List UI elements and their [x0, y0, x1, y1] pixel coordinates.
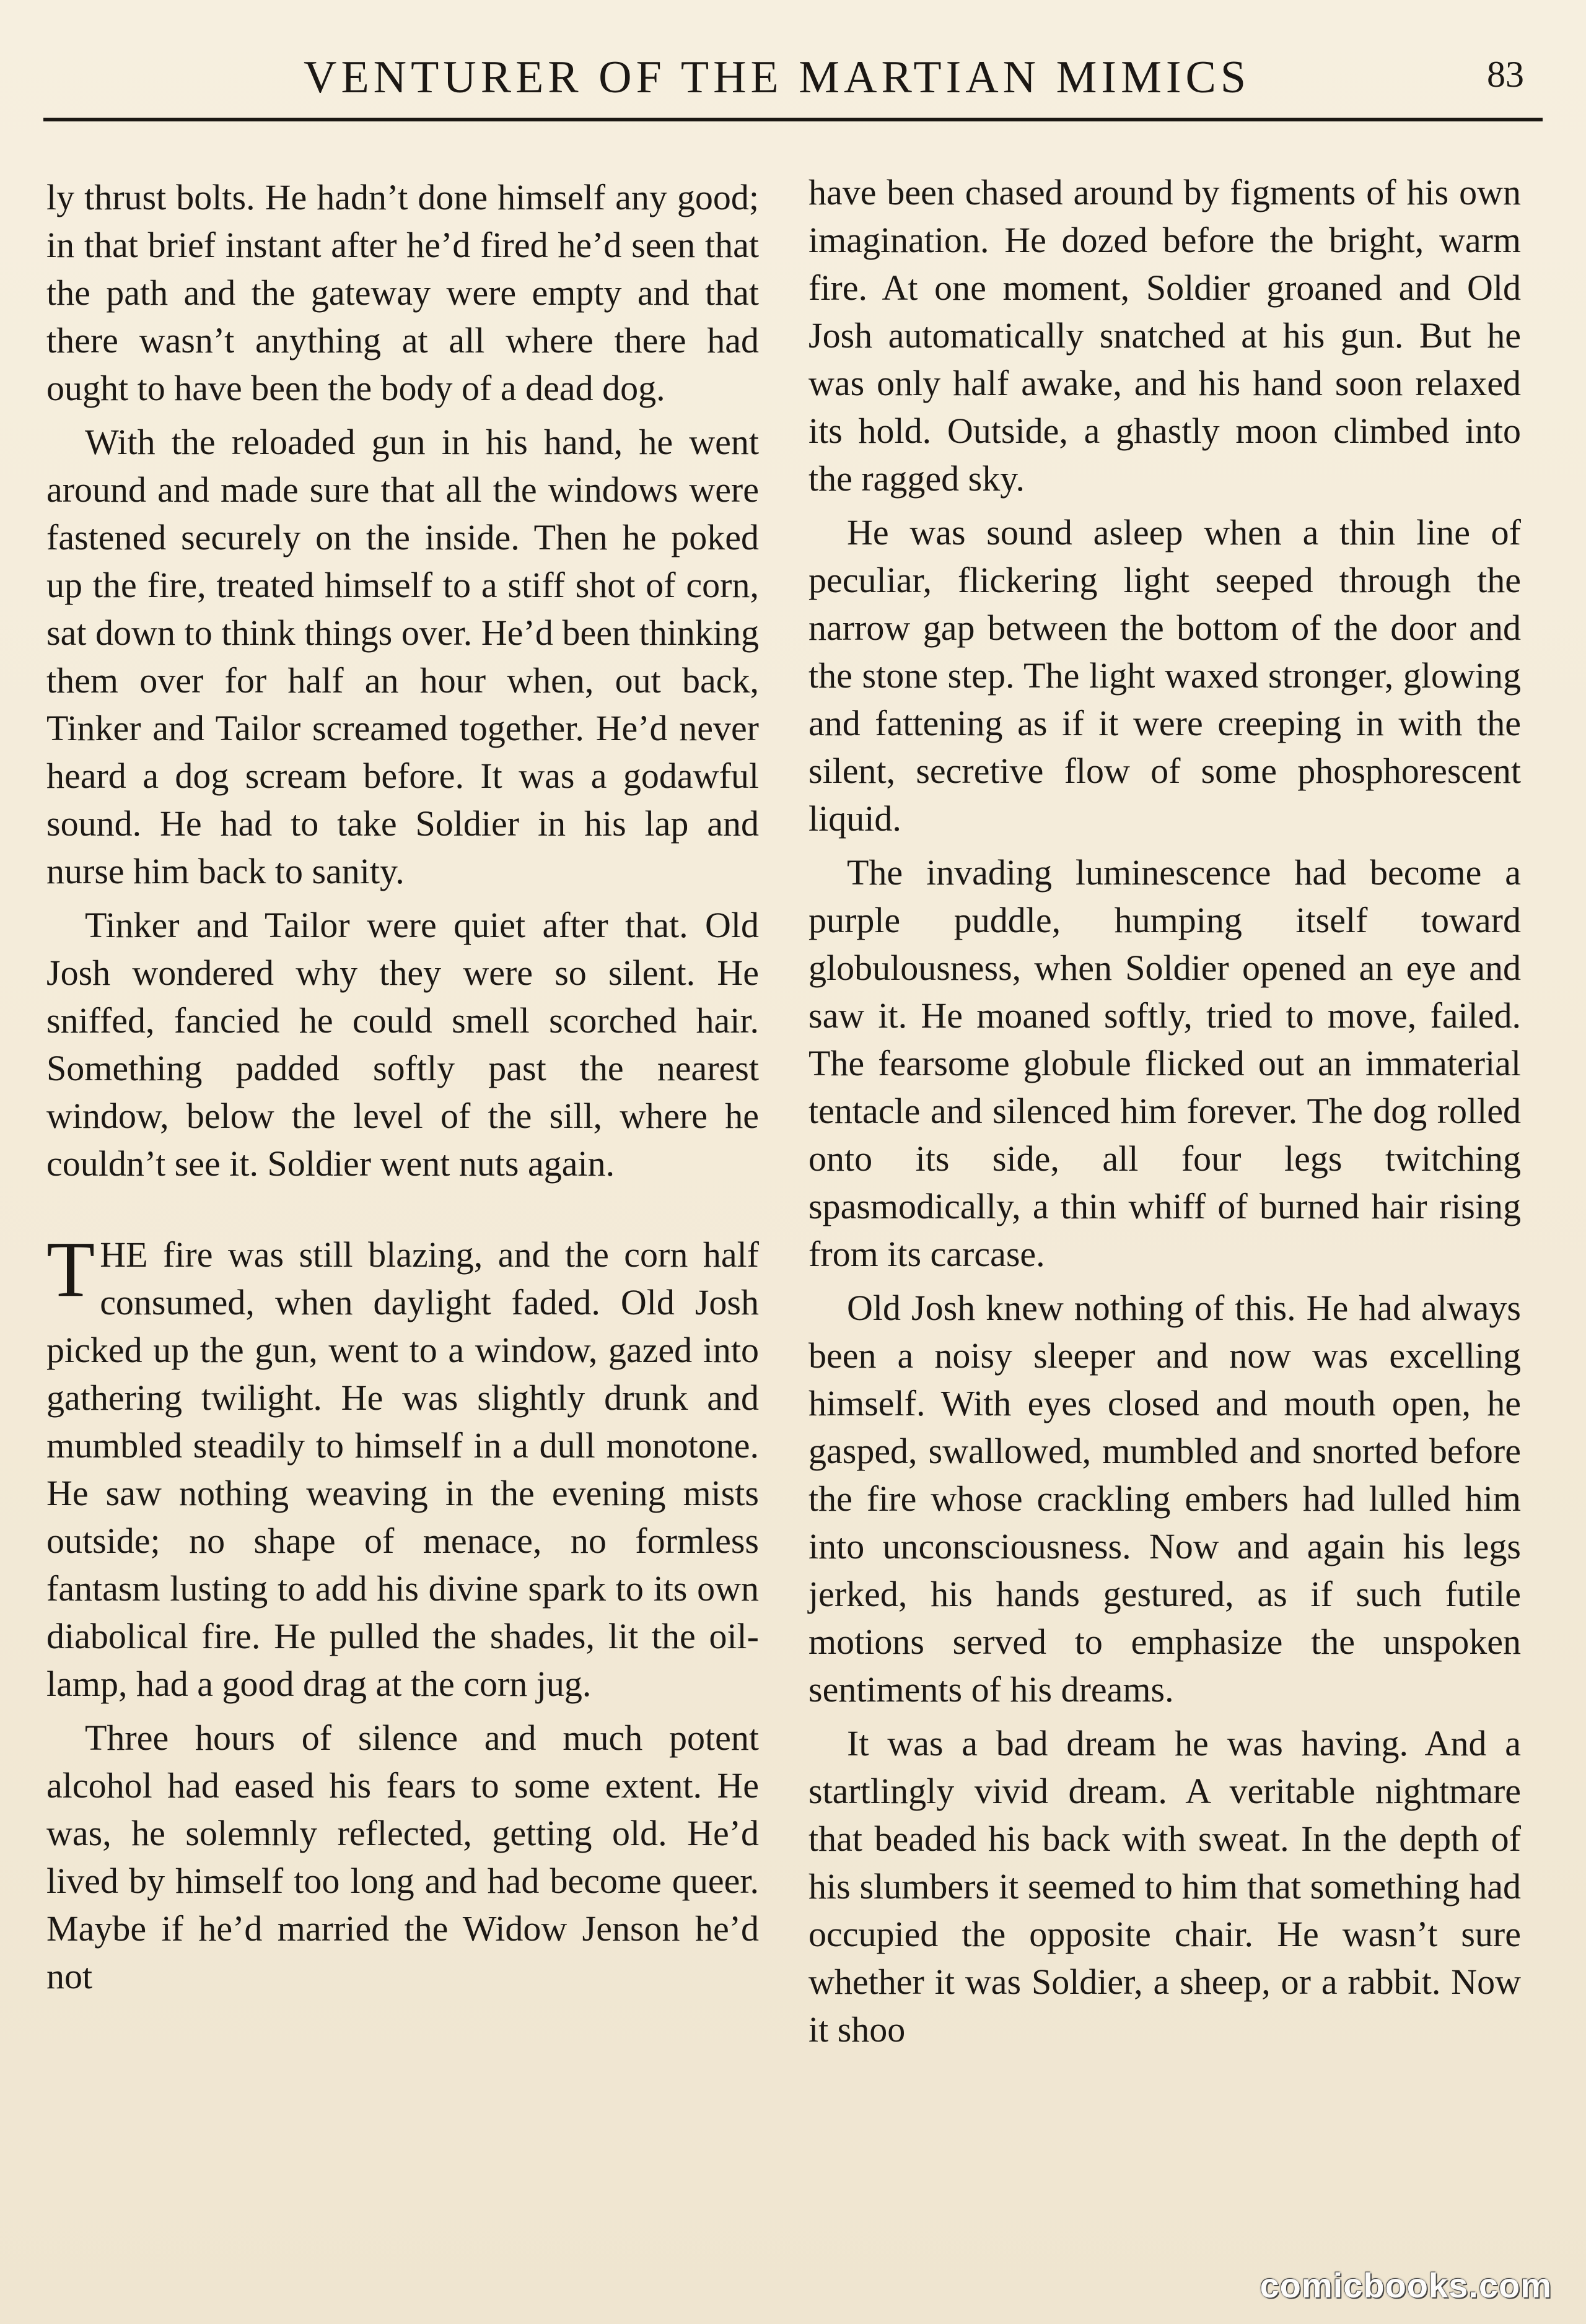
paragraph: He was sound asleep when a thin line of peculiar, flickering light seeped through the narrow gap between the bottom of the door and the stone step. The light waxed stronger, glowing and fattening as if it were creeping in with the silent, secretive flow of some phosphorescent liquid. — [808, 512, 1521, 839]
left-column — [46, 173, 759, 2006]
paragraph: Old Josh knew nothing of this. He had always been a noisy sleeper and now was excelling himself. With eyes closed and mouth open, he gasped, swallowed, mumbled and snorted before the fire whose crackling embers had lulled him into unconsciousness. Now and again his legs jerked, his hands gestured, as if such futile motions served to emphasize the unspoken sentiments of his dreams. — [808, 1288, 1521, 1710]
right-column — [808, 168, 1521, 2060]
running-head — [43, 43, 1524, 111]
paragraph-text: HE fire was still blazing, and the corn half consumed, when daylight faded. Old Josh picked up the gun, went to a window, gazed into gathering twilight. He was slightly drunk and mumbled steadily to himself in a dull monotone. He saw nothing weaving in the evening mists outside; no shape of menace, no formless fantasm lusting to add his divine spark to its own diabolical fire. He pulled the shades, lit the oil-lamp, had a good drag at the corn jug. — [46, 1234, 759, 1704]
header-rule — [43, 118, 1543, 121]
paragraph: have been chased around by figments of his own imagination. He dozed before the bright, warm fire. At one moment, Soldier groaned and Old Josh automatically snatched at his gun. But he was only half awake, and his hand soon relaxed its hold. Outside, a ghastly moon climbed into the ragged sky. — [808, 172, 1521, 499]
paragraph: It was a bad dream he was having. And a startlingly vivid dream. A veritable nightmare that beaded his back with sweat. In the depth of his slumbers it seemed to him that something had occupied the opposite chair. He wasn’t sure whether it was Soldier, a sheep, or a rabbit. Now it shoo — [808, 1723, 1521, 2050]
paragraph: ly thrust bolts. He hadn’t done himself any good; in that brief instant after he’d fired he’d seen that the path and the gateway were empty and that there wasn’t anything at all where there had ought to have been the body of a dead dog. — [46, 177, 759, 408]
site-watermark: comicbooks.com — [1260, 2266, 1552, 2305]
section-opening-paragraph — [46, 1225, 759, 1708]
page-number: 83 — [1487, 54, 1524, 95]
drop-cap: T — [46, 1225, 95, 1313]
paragraph: With the reloaded gun in his hand, he went around and made sure that all the windows were fastened securely on the inside. Then he poked up the fire, treated himself to a stiff shot of corn, sat down to think things over. He’d been thinking them over for half an hour when, out back, Tinker and Tailor screamed together. He’d never heard a dog scream before. It was a godawful sound. He had to take Soldier in his lap and nurse him back to sanity. — [46, 422, 759, 891]
paragraph: The invading luminescence had become a purple puddle, humping itself toward globulousness, when Soldier opened an eye and saw it. He moaned softly, tried to move, failed. The fearsome globule flicked out an immaterial tentacle and silenced him forever. The dog rolled onto its side, all four legs twitching spasmodically, a thin whiff of burned hair rising from its carcase. — [808, 852, 1521, 1274]
running-title: VENTURER OF THE MARTIAN MIMICS — [304, 52, 1251, 103]
paragraph: Tinker and Tailor were quiet after that. Old Josh wondered why they were so silent. He sniffed, fancied he could smell scorched hair. Something padded softly past the nearest window, below the level of the sill, where he couldn’t see it. Soldier went nuts again. — [46, 905, 759, 1184]
paragraph: Three hours of silence and much potent alcohol had eased his fears to some extent. He was, he solemnly reflected, getting old. He’d lived by himself too long and had become queer. Maybe if he’d married the Widow Jenson he’d not — [46, 1718, 759, 1996]
